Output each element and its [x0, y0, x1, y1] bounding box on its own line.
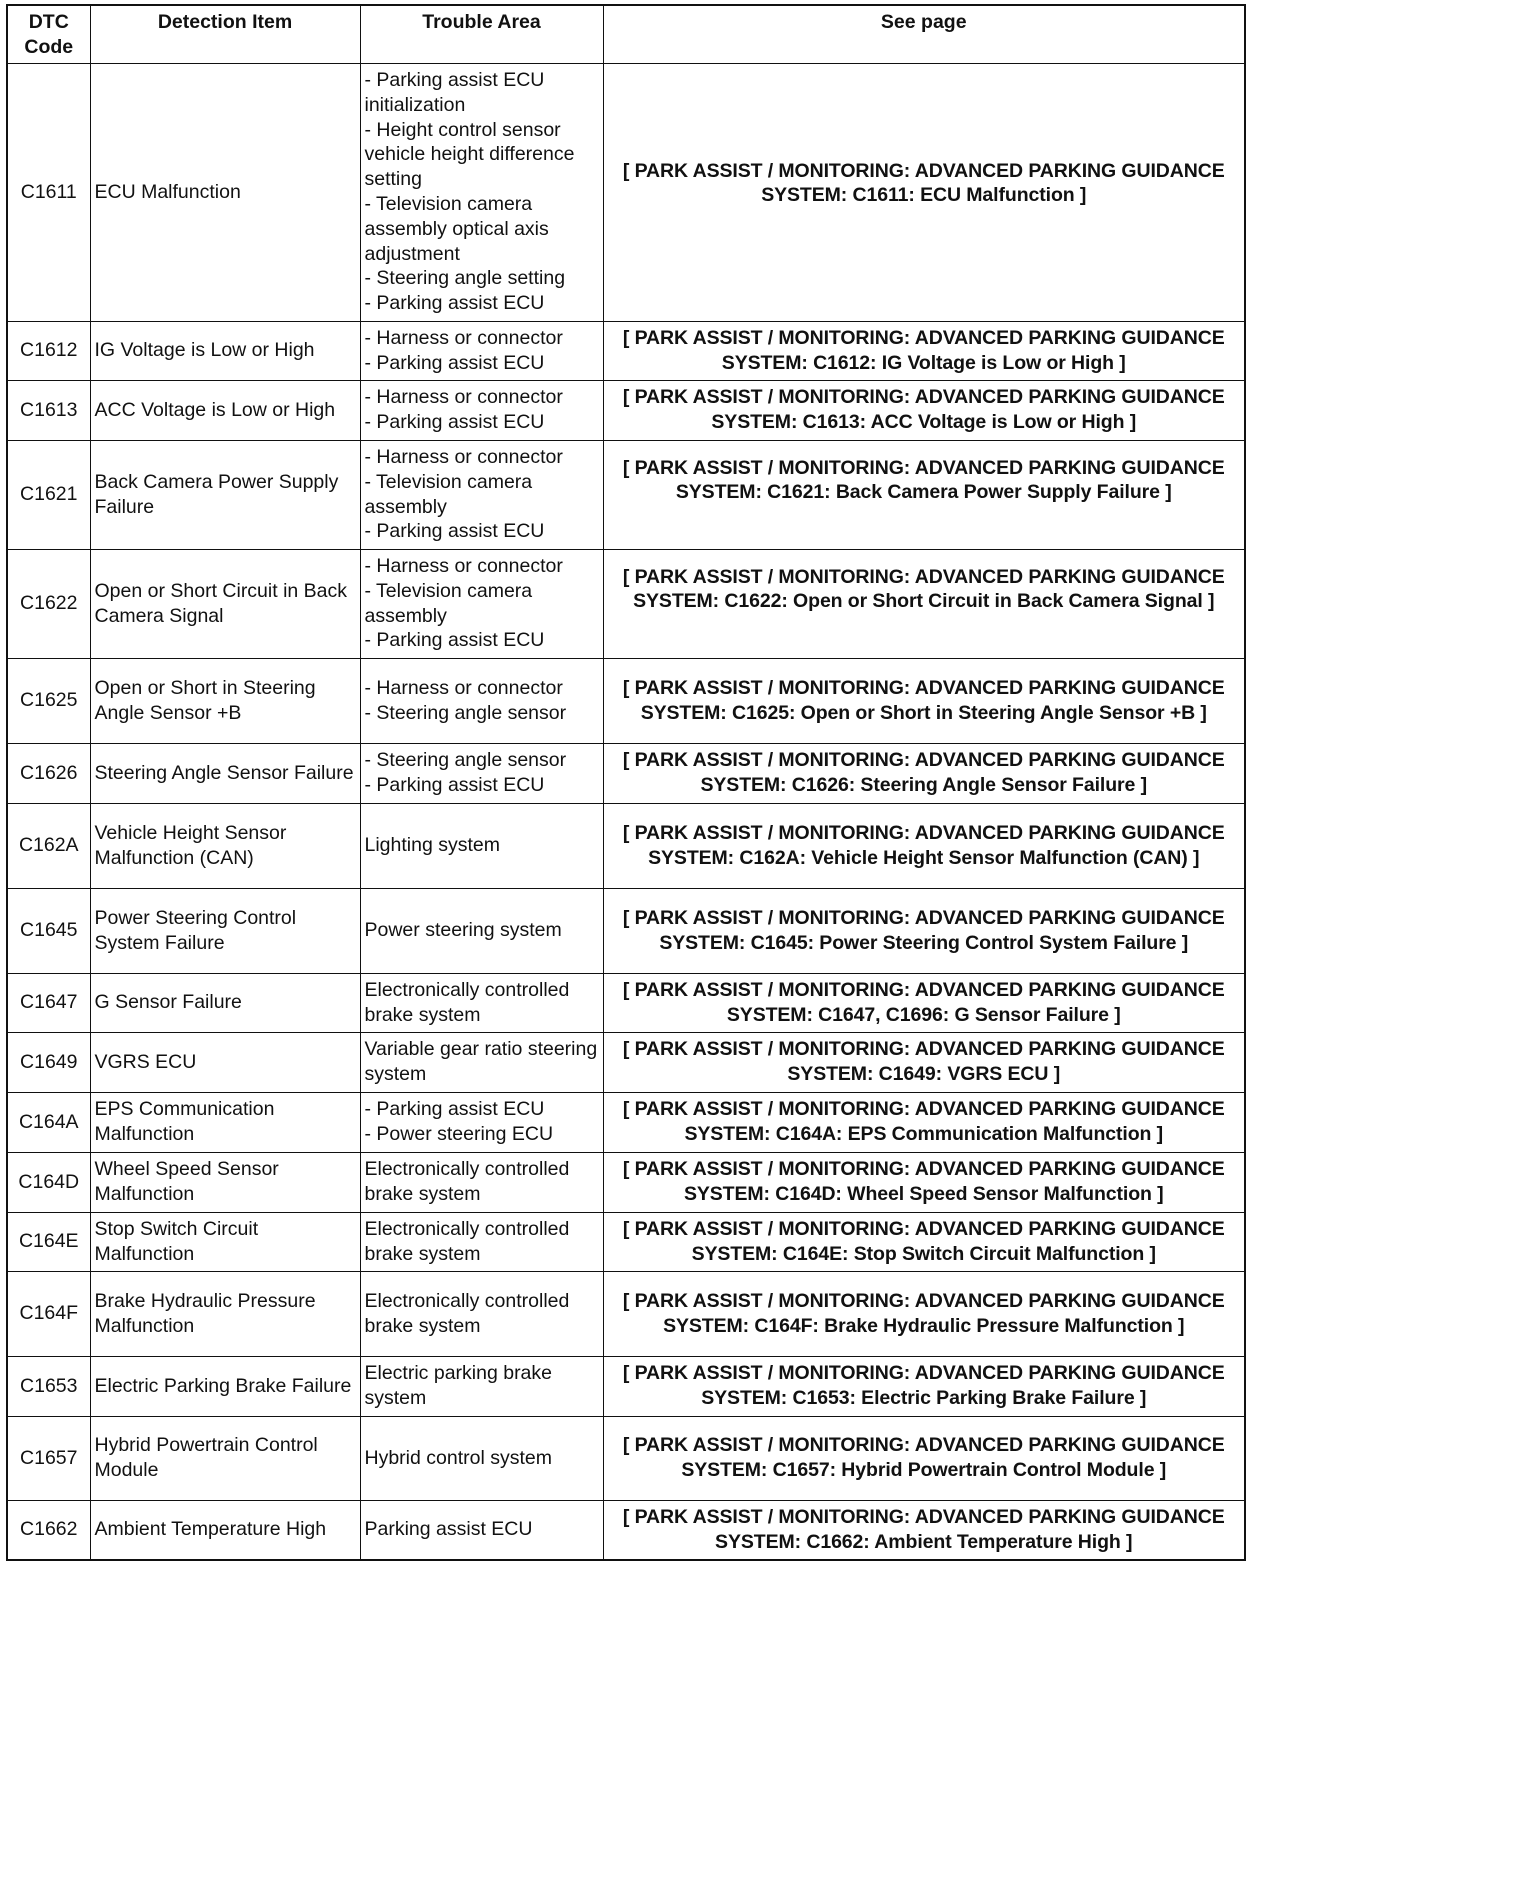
see-page-link[interactable]: [ PARK ASSIST / MONITORING: ADVANCED PARKING GUIDANCE SYSTEM: C1657: Hybrid Powertrain Control Module ]	[603, 1416, 1245, 1500]
detection-item: ECU Malfunction	[90, 63, 360, 321]
see-page-link[interactable]: [ PARK ASSIST / MONITORING: ADVANCED PARKING GUIDANCE SYSTEM: C1645: Power Steering Control System Failure ]	[603, 888, 1245, 973]
dtc-code: C1612	[7, 321, 90, 380]
trouble-area-line: Electronically controlled brake system	[364, 1289, 570, 1337]
see-page-link[interactable]: [ PARK ASSIST / MONITORING: ADVANCED PARKING GUIDANCE SYSTEM: C164A: EPS Communication Malfunction ]	[603, 1092, 1245, 1152]
trouble-area	[360, 1092, 603, 1152]
see-page-link[interactable]: [ PARK ASSIST / MONITORING: ADVANCED PARKING GUIDANCE SYSTEM: C162A: Vehicle Height Sensor Malfunction (CAN) ]	[603, 803, 1245, 888]
dtc-table	[6, 4, 1246, 1561]
trouble-area	[360, 973, 603, 1032]
detection-item: Hybrid Powertrain Control Module	[90, 1416, 360, 1500]
detection-item: Stop Switch Circuit Malfunction	[90, 1212, 360, 1271]
trouble-area-line: - Parking assist ECU	[364, 774, 545, 796]
trouble-area	[360, 1356, 603, 1416]
trouble-area	[360, 549, 603, 658]
see-page-link[interactable]: [ PARK ASSIST / MONITORING: ADVANCED PARKING GUIDANCE SYSTEM: C164D: Wheel Speed Sensor Malfunction ]	[603, 1152, 1245, 1212]
trouble-area-line: - Steering angle sensor	[364, 701, 567, 724]
trouble-area-line: - Harness or connector	[364, 554, 563, 577]
detection-item: Open or Short in Steering Angle Sensor +B	[90, 658, 360, 743]
detection-item: Vehicle Height Sensor Malfunction (CAN)	[90, 803, 360, 888]
dtc-code: C164F	[7, 1271, 90, 1356]
trouble-area-line: - Television camera assembly	[364, 579, 533, 627]
detection-item: ACC Voltage is Low or High	[90, 380, 360, 440]
trouble-area-line: - Harness or connector	[364, 326, 563, 349]
trouble-area	[360, 1212, 603, 1271]
trouble-area	[360, 321, 603, 380]
detection-item: VGRS ECU	[90, 1032, 360, 1092]
table-row	[7, 1212, 1245, 1271]
trouble-area	[360, 888, 603, 973]
detection-item: Electric Parking Brake Failure	[90, 1356, 360, 1416]
trouble-area	[360, 803, 603, 888]
see-page-link[interactable]: [ PARK ASSIST / MONITORING: ADVANCED PARKING GUIDANCE SYSTEM: C1653: Electric Parking Brake Failure ]	[603, 1356, 1245, 1416]
table-row	[7, 321, 1245, 380]
trouble-area-line: - Harness or connector	[364, 445, 563, 468]
trouble-area	[360, 743, 603, 803]
dtc-code: C1613	[7, 380, 90, 440]
table-row	[7, 1416, 1245, 1500]
header-trouble-area: Trouble Area	[360, 5, 603, 63]
trouble-area-line: - Television camera assembly	[364, 470, 533, 518]
trouble-area	[360, 380, 603, 440]
dtc-code: C1626	[7, 743, 90, 803]
see-page-link[interactable]: [ PARK ASSIST / MONITORING: ADVANCED PARKING GUIDANCE SYSTEM: C1625: Open or Short in Steering Angle Sensor +B ]	[603, 658, 1245, 743]
table-row	[7, 380, 1245, 440]
detection-item: Back Camera Power Supply Failure	[90, 440, 360, 549]
table-header	[7, 5, 1245, 63]
table-row	[7, 1092, 1245, 1152]
dtc-code: C1622	[7, 549, 90, 658]
header-row	[7, 5, 1245, 63]
trouble-area-line: Electric parking brake system	[364, 1362, 552, 1409]
table-row	[7, 743, 1245, 803]
dtc-code: C1662	[7, 1500, 90, 1560]
detection-item: IG Voltage is Low or High	[90, 321, 360, 380]
table-row	[7, 1500, 1245, 1560]
trouble-area	[360, 440, 603, 549]
trouble-area-line: Variable gear ratio steering system	[364, 1038, 598, 1085]
trouble-area-line: - Parking assist ECU	[364, 292, 545, 315]
header-see-page: See page	[603, 5, 1245, 63]
trouble-area-line: - Television camera assembly optical axis adjustment	[364, 193, 549, 265]
see-page-link[interactable]: [ PARK ASSIST / MONITORING: ADVANCED PARKING GUIDANCE SYSTEM: C1649: VGRS ECU ]	[603, 1032, 1245, 1092]
dtc-code: C162A	[7, 803, 90, 888]
table-row	[7, 63, 1245, 321]
table-row	[7, 1032, 1245, 1092]
trouble-area-line: - Harness or connector	[364, 676, 563, 699]
table-body	[7, 63, 1245, 1560]
trouble-area-line: Hybrid control system	[364, 1446, 552, 1469]
trouble-area	[360, 1032, 603, 1092]
dtc-code: C164A	[7, 1092, 90, 1152]
see-page-link[interactable]: [ PARK ASSIST / MONITORING: ADVANCED PARKING GUIDANCE SYSTEM: C164E: Stop Switch Circuit Malfunction ]	[603, 1212, 1245, 1271]
table-row	[7, 658, 1245, 743]
see-page-link[interactable]: [ PARK ASSIST / MONITORING: ADVANCED PARKING GUIDANCE SYSTEM: C164F: Brake Hydraulic Pressure Malfunction ]	[603, 1271, 1245, 1356]
header-detection-item: Detection Item	[90, 5, 360, 63]
table-row	[7, 440, 1245, 549]
detection-item: Wheel Speed Sensor Malfunction	[90, 1152, 360, 1212]
see-page-link[interactable]: [ PARK ASSIST / MONITORING: ADVANCED PARKING GUIDANCE SYSTEM: C1611: ECU Malfunction ]	[603, 63, 1245, 321]
dtc-code: C1653	[7, 1356, 90, 1416]
trouble-area-line: Electronically controlled brake system	[364, 978, 570, 1026]
trouble-area	[360, 1500, 603, 1560]
trouble-area-line: - Parking assist ECU	[364, 1098, 545, 1121]
see-page-link[interactable]: [ PARK ASSIST / MONITORING: ADVANCED PARKING GUIDANCE SYSTEM: C1662: Ambient Temperature High ]	[603, 1500, 1245, 1560]
trouble-area-line: - Parking assist ECU	[364, 351, 545, 374]
trouble-area-line: Electronically controlled brake system	[364, 1217, 570, 1265]
trouble-area	[360, 1271, 603, 1356]
see-page-link[interactable]: [ PARK ASSIST / MONITORING: ADVANCED PARKING GUIDANCE SYSTEM: C1613: ACC Voltage is Low or High ]	[603, 380, 1245, 440]
detection-item: Brake Hydraulic Pressure Malfunction	[90, 1271, 360, 1356]
trouble-area-line: - Steering angle sensor	[364, 749, 567, 772]
dtc-code: C1657	[7, 1416, 90, 1500]
header-dtc-code: DTC Code	[7, 5, 90, 63]
detection-item: Power Steering Control System Failure	[90, 888, 360, 973]
trouble-area-line: Electronically controlled brake system	[364, 1158, 570, 1205]
dtc-code: C164E	[7, 1212, 90, 1271]
trouble-area-line: - Parking assist ECU initialization	[364, 69, 545, 116]
trouble-area	[360, 63, 603, 321]
table-row	[7, 1152, 1245, 1212]
trouble-area	[360, 1416, 603, 1500]
dtc-code: C1647	[7, 973, 90, 1032]
table-row	[7, 973, 1245, 1032]
trouble-area-line: - Parking assist ECU	[364, 411, 545, 433]
dtc-code: C1649	[7, 1032, 90, 1092]
trouble-area-line: - Harness or connector	[364, 386, 563, 409]
detection-item: G Sensor Failure	[90, 973, 360, 1032]
trouble-area	[360, 658, 603, 743]
see-page-link[interactable]: [ PARK ASSIST / MONITORING: ADVANCED PARKING GUIDANCE SYSTEM: C1647, C1696: G Sensor Failure ]	[603, 973, 1245, 1032]
trouble-area-line: Parking assist ECU	[364, 1518, 533, 1541]
trouble-area-line: - Parking assist ECU	[364, 520, 545, 543]
trouble-area-line: - Steering angle setting	[364, 267, 566, 290]
table-row	[7, 549, 1245, 658]
table-row	[7, 1271, 1245, 1356]
see-page-link[interactable]: [ PARK ASSIST / MONITORING: ADVANCED PARKING GUIDANCE SYSTEM: C1626: Steering Angle Sensor Failure ]	[603, 743, 1245, 803]
detection-item: Steering Angle Sensor Failure	[90, 743, 360, 803]
trouble-area-line: Lighting system	[364, 834, 500, 857]
detection-item: Ambient Temperature High	[90, 1500, 360, 1560]
table-row	[7, 888, 1245, 973]
trouble-area-line: Power steering system	[364, 919, 562, 942]
dtc-code: C1625	[7, 658, 90, 743]
trouble-area-line: - Parking assist ECU	[364, 629, 545, 652]
table-row	[7, 1356, 1245, 1416]
dtc-code: C164D	[7, 1152, 90, 1212]
table-row	[7, 803, 1245, 888]
trouble-area	[360, 1152, 603, 1212]
detection-item: EPS Communication Malfunction	[90, 1092, 360, 1152]
see-page-link[interactable]: [ PARK ASSIST / MONITORING: ADVANCED PARKING GUIDANCE SYSTEM: C1622: Open or Short Circuit in Back Camera Signal ]	[603, 549, 1245, 658]
trouble-area-line: - Power steering ECU	[364, 1123, 554, 1145]
see-page-link[interactable]: [ PARK ASSIST / MONITORING: ADVANCED PARKING GUIDANCE SYSTEM: C1621: Back Camera Power Supply Failure ]	[603, 440, 1245, 549]
dtc-code: C1611	[7, 63, 90, 321]
detection-item: Open or Short Circuit in Back Camera Signal	[90, 549, 360, 658]
dtc-code: C1621	[7, 440, 90, 549]
trouble-area-line: - Height control sensor vehicle height difference setting	[364, 118, 575, 191]
dtc-code: C1645	[7, 888, 90, 973]
see-page-link[interactable]: [ PARK ASSIST / MONITORING: ADVANCED PARKING GUIDANCE SYSTEM: C1612: IG Voltage is Low or High ]	[603, 321, 1245, 380]
